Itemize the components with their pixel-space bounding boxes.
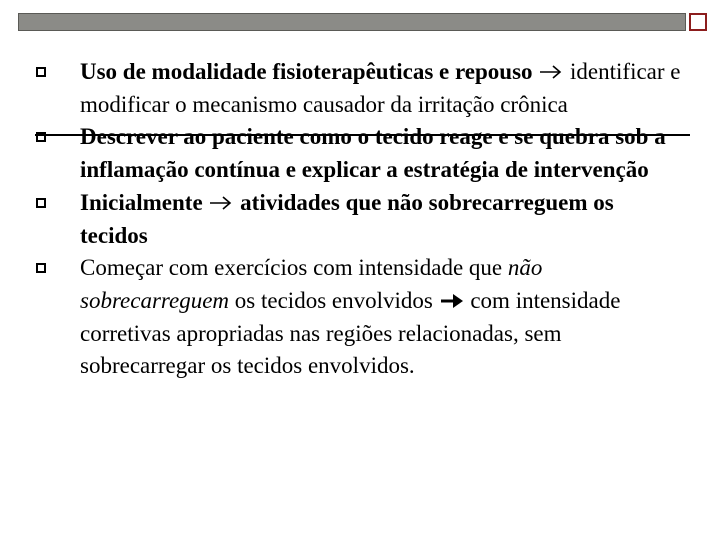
bold-arrow-right-icon xyxy=(439,293,465,309)
bullet-4-text-part2: os tecidos envolvidos xyxy=(229,287,439,313)
square-bullet-icon xyxy=(36,132,46,142)
arrow-right-icon xyxy=(538,64,564,80)
bullet-1-text-start: Uso de modalidade fisioterapêuticas e repouso xyxy=(80,59,539,84)
bullet-2-text: Descrever ao paciente como o tecido reage e se quebra sob a inflamação contínua e explicar a estratégia de intervenção xyxy=(80,124,666,183)
slide-corner-box xyxy=(689,13,707,31)
square-bullet-icon xyxy=(36,67,46,77)
bullet-item-4 xyxy=(36,252,686,383)
bullet-item-2 xyxy=(36,121,686,186)
bullet-item-1 xyxy=(36,56,686,121)
bullet-1-text-end: identificar e modificar o mecanismo causador da irritação crônica xyxy=(80,59,681,117)
square-bullet-icon xyxy=(36,263,46,273)
bullet-3-text-start: Inicialmente xyxy=(80,189,209,215)
bullet-4-text-part3: com intensidade corretivas apropriadas nas regiões relacionadas, sem sobrecarregar os tecidos envolvidos. xyxy=(80,287,621,379)
bullet-4-text-italic: não sobrecarreguem xyxy=(80,255,543,313)
bullet-3-text-end: atividades que não sobrecarreguem os tecidos xyxy=(80,189,614,248)
square-bullet-icon xyxy=(36,198,46,208)
slide-header-bar xyxy=(18,13,686,31)
bullet-item-3 xyxy=(36,187,686,252)
bullet-list xyxy=(36,56,686,383)
arrow-right-icon xyxy=(208,195,234,211)
bullet-4-text-part1: Começar com exercícios com intensidade que xyxy=(80,255,508,281)
